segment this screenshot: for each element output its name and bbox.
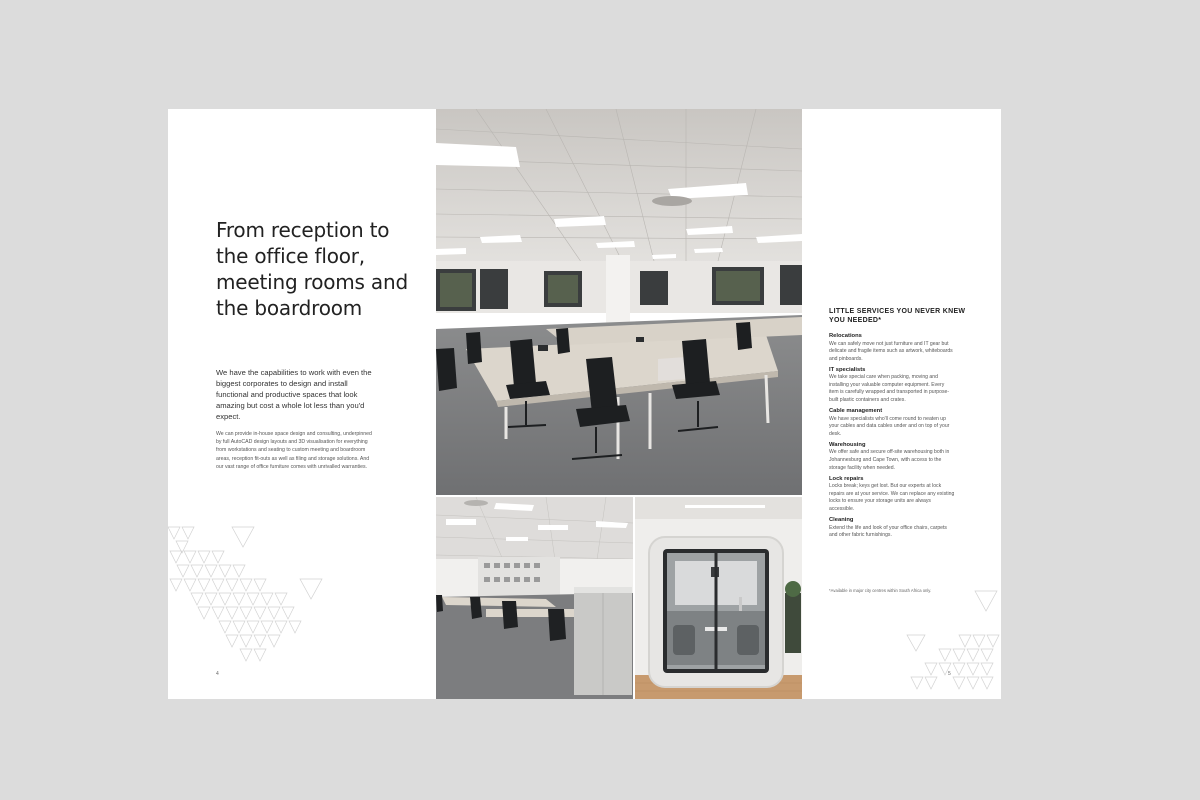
- service-heading: Relocations: [829, 333, 862, 339]
- intro-paragraph: We have the capabilities to work with even the biggest corporates to design and install functional and productive spaces that look amazing but cost a whole lot less than you'd expect.: [216, 368, 372, 421]
- service-text: Locks break; keys get lost. But our experts at lock repairs are at your service. We can replace any existing locks to ensure your storage units are always accessible.: [829, 483, 955, 512]
- page-number-left: 4: [216, 671, 219, 677]
- footnote: *Available in major city centres within South Africa only.: [829, 588, 932, 593]
- service-text: Extend the life and look of your office chairs, carpets and other fabric furnishings.: [829, 524, 947, 539]
- service-item: [829, 476, 955, 514]
- triangle-pattern-left: [168, 517, 328, 667]
- service-heading: Lock repairs: [829, 475, 864, 482]
- service-text: We take special care when packing, moving and installing your valuable computer equipment. Every item is carefully wrapped and transported in purpose-built plastic containers and crates.: [829, 374, 950, 404]
- service-heading: IT specialists: [829, 366, 866, 373]
- body-paragraph: We can provide in-house space design and consulting, underpinned by full AutoCAD design layouts and 3D visualisation for everything from workstations and seating to custom meeting and boardroom areas, reception fit-outs as well as filing and storage solutions. And our vast range of office furniture comes with unrivalled warranties.: [216, 431, 372, 470]
- page-headline: From reception to the office floor, meeting rooms and the boardroom: [216, 218, 408, 320]
- page-number-right: 5: [948, 671, 951, 677]
- services-list: [829, 333, 955, 543]
- service-item: [829, 333, 955, 363]
- services-title: LITTLE SERVICES YOU NEVER KNEW YOU NEEDED*: [829, 308, 966, 324]
- office-storage-photo: [436, 497, 633, 699]
- service-text: We offer safe and secure off-site warehousing both in Johannesburg and Cape Town, with access to the storage facility when needed.: [829, 449, 950, 471]
- triangle-pattern-right: [899, 587, 1001, 699]
- service-heading: Cleaning: [829, 517, 854, 524]
- service-heading: Cable management: [829, 408, 883, 415]
- service-item: [829, 408, 955, 438]
- service-text: We have specialists who'll come round to neaten up your cables and data cables under and on top of your desk.: [829, 415, 950, 437]
- service-item: [829, 442, 955, 472]
- open-plan-office-photo: [436, 109, 802, 495]
- right-page: [803, 109, 1001, 699]
- left-page: [168, 109, 436, 699]
- service-item: [829, 367, 955, 405]
- brochure-spread: [168, 109, 1001, 699]
- service-heading: Warehousing: [829, 441, 866, 448]
- service-text: We can safely move not just furniture and IT gear but delicate and fragile items such as artwork, whiteboards and pinboards.: [829, 340, 953, 362]
- meeting-pod-photo: [635, 497, 802, 699]
- service-item: [829, 517, 955, 540]
